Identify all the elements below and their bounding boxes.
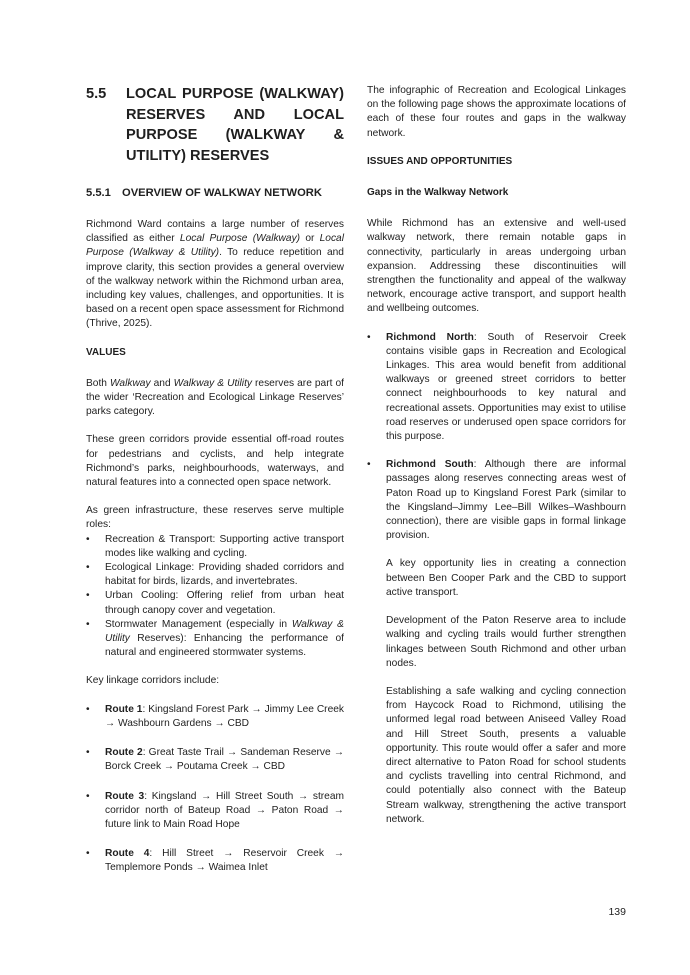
- subsection-title: OVERVIEW OF WALKWAY NETWORK: [122, 187, 322, 199]
- south-paragraph-1: A key opportunity lies in creating a connection between Ben Cooper Park and the CBD to support active transport.: [386, 558, 626, 598]
- list-item: • Stormwater Management (especially in Walkway & Utility Reserves): Enhancing the performance of natural and engineered stormwater systems.: [86, 618, 344, 661]
- routes-list: [86, 703, 344, 876]
- gaps-heading: Gaps in the Walkway Network: [367, 187, 509, 199]
- intro-paragraph: Richmond Ward contains a large number of reserves classified as either Local Purpose (Walkway) or Local Purpose (Walkway & Utility). To reduce repetition and improve clarity, this section provides a general overview of the walkway network within the Richmond urban area, including key values, challenges, and opportunities. It is based on a recent open space assessment for Richmond (Thrive, 2025).: [86, 219, 344, 330]
- list-item: • Recreation & Transport: Supporting active transport modes like walking and cycling.: [86, 533, 344, 561]
- subsection-number: 5.5.1: [86, 187, 111, 199]
- gaps-paragraph: While Richmond has an extensive and well-used walkway network, there remain notable gaps in connectivity, particularly in areas undergoing urban expansion. Addressing these discontinuities will strengthen the functionality and appeal of the walkway network, encourage active transport, and support health and wellbeing outcomes.: [367, 218, 626, 315]
- gaps-list: [367, 331, 626, 544]
- section-heading: [86, 84, 344, 166]
- page-number: 139: [608, 906, 626, 918]
- route-item: • Route 1: Kingsland Forest Park → Jimmy Lee Creek → Washbourn Gardens → CBD: [86, 703, 344, 731]
- list-item: • Ecological Linkage: Providing shaded corridors and habitat for birds, lizards, and invertebrates.: [86, 561, 344, 589]
- corridors-intro: Key linkage corridors include:: [86, 675, 220, 687]
- section-number: 5.5: [86, 86, 107, 102]
- roles-intro: As green infrastructure, these reserves serve multiple roles:: [86, 505, 344, 531]
- south-paragraph-2: Development of the Paton Reserve area to include walking and cycling trails would further strengthen linkages between South Richmond and other urban nodes.: [386, 615, 626, 669]
- list-item: • Richmond North: South of Reservoir Creek contains visible gaps in Recreation and Ecological Linkages. This area would benefit from additional walkways or greened street corridors to better connect neighbourhoods to key natural and recreational assets. Opportunities may exist to utilise road reserves or underused open space corridors for this purpose.: [367, 331, 626, 445]
- list-item: • Richmond South: Although there are informal passages along reserves connecting areas west of Paton Road up to Kingsland Forest Park (similar to the Kingsland–Jimmy Lee–Bill Wilkes–Washbourn connection), there are visible gaps in formal linkage provision.: [367, 458, 626, 543]
- values-paragraph-1: Both Walkway and Walkway & Utility reserves are part of the wider ‘Recreation and Ecological Linkage Reserves’ parks category.: [86, 377, 344, 418]
- roles-list: [86, 533, 344, 661]
- route-item: • Route 2: Great Taste Trail → Sandeman Reserve → Borck Creek → Poutama Creek → CBD: [86, 746, 344, 774]
- right-column: [367, 84, 626, 841]
- issues-heading: ISSUES AND OPPORTUNITIES: [367, 155, 513, 167]
- values-heading: VALUES: [86, 346, 126, 358]
- left-column: [86, 84, 344, 891]
- subsection-heading: [86, 186, 344, 200]
- route-item: • Route 3: Kingsland → Hill Street South → stream corridor north of Bateup Road → Paton Road → future link to Main Road Hope: [86, 790, 344, 833]
- infographic-intro: The infographic of Recreation and Ecological Linkages on the following page shows the approximate locations of each of these four routes and gaps in the walkway network.: [367, 85, 626, 139]
- list-item: • Urban Cooling: Offering relief from urban heat through canopy cover and vegetation.: [86, 589, 344, 617]
- route-item: • Route 4: Hill Street → Reservoir Creek → Templemore Ponds → Waimea Inlet: [86, 847, 344, 875]
- south-paragraph-3: Establishing a safe walking and cycling connection from Haycock Road to Richmond, utilising the unformed legal road between Aniseed Valley Road and Hill Street South, presents a valuable opportunity. This route would offer a safer and more direct alternative to Paton Road for school students and cyclists travelling into central Richmond, and could potentially also connect with the Bateup Stream walkway, strengthening the active transport network.: [386, 685, 626, 825]
- values-paragraph-2: These green corridors provide essential off-road routes for pedestrians and cyclists, and help integrate Richmond’s parks, neighbourhoods, waterways, and natural features into a connected open space network.: [86, 434, 344, 489]
- section-title: LOCAL PURPOSE (WALKWAY) RESERVES AND LOCAL PURPOSE (WALKWAY & UTILITY) RESERVES: [126, 86, 344, 164]
